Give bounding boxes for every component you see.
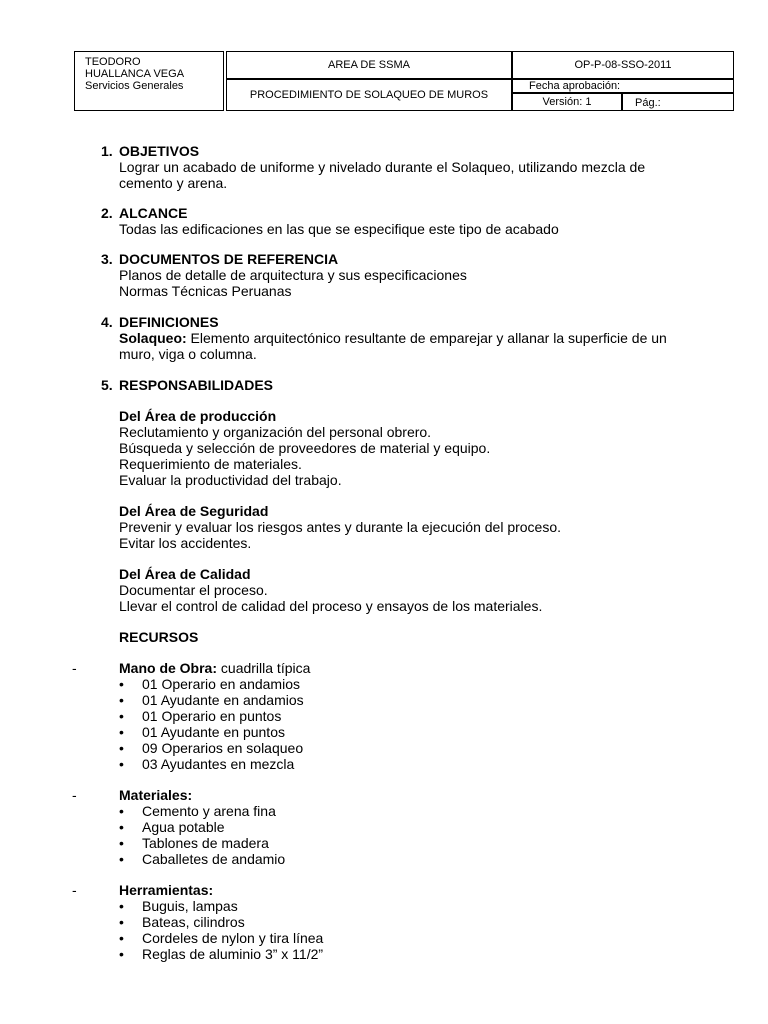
- list-heading: [0, 882, 768, 898]
- list-item: [0, 756, 768, 772]
- approval-date-label: Fecha aprobación:: [512, 79, 734, 93]
- list-label-suffix: cuadrilla típica: [217, 660, 311, 676]
- section-title: ALCANCE: [119, 205, 188, 221]
- list-label: Mano de Obra:: [119, 660, 218, 676]
- list-item-text: Cordeles de nylon y tira línea: [142, 930, 324, 946]
- company-cell: [74, 51, 224, 111]
- bullet-icon: •: [119, 803, 124, 819]
- dash-marker: -: [72, 787, 77, 803]
- section-number: 5.: [101, 377, 113, 393]
- section-heading: [0, 205, 768, 221]
- list-item: [0, 914, 768, 930]
- section-number: 2.: [101, 205, 113, 221]
- list-label: Materiales:: [119, 787, 193, 803]
- section-title: RESPONSABILIDADES: [119, 377, 274, 393]
- bullet-icon: •: [119, 946, 124, 962]
- list-item: [0, 803, 768, 819]
- list-item-text: 09 Operarios en solaqueo: [142, 740, 304, 756]
- procedure-title: PROCEDIMIENTO DE SOLAQUEO DE MUROS: [226, 79, 512, 111]
- section-heading: [0, 314, 768, 330]
- list-item: [0, 835, 768, 851]
- subsection-title: Del Área de Seguridad: [119, 503, 269, 519]
- section-heading: [0, 377, 768, 393]
- section-number: 4.: [101, 314, 113, 330]
- paragraph-line: Reclutamiento y organización del personal obrero.: [119, 424, 432, 440]
- list-item: [0, 851, 768, 867]
- bullet-icon: •: [119, 692, 124, 708]
- section-title: RECURSOS: [119, 629, 199, 645]
- section-title: DOCUMENTOS DE REFERENCIA: [119, 251, 339, 267]
- bullet-icon: •: [119, 740, 124, 756]
- list-heading: [0, 787, 768, 803]
- list-item-text: Agua potable: [142, 819, 225, 835]
- dash-marker: -: [72, 882, 77, 898]
- paragraph-line: Evaluar la productividad del trabajo.: [119, 472, 342, 488]
- list-item: [0, 676, 768, 692]
- subsection-title: Del Área de producción: [119, 408, 277, 424]
- list-item: [0, 819, 768, 835]
- bullet-icon: •: [119, 676, 124, 692]
- document-header: [74, 51, 734, 111]
- list-item-text: Buguis, lampas: [142, 898, 238, 914]
- list-item-text: 01 Operario en andamios: [142, 676, 300, 692]
- bullet-icon: •: [119, 724, 124, 740]
- section-number: 1.: [101, 143, 113, 159]
- list-heading-text: [119, 660, 310, 676]
- document-code: OP-P-08-SSO-2011: [512, 51, 734, 79]
- definition-text: Elemento arquitectónico resultante de emparejar y allanar la superficie de un: [186, 330, 667, 346]
- section-title: OBJETIVOS: [119, 143, 200, 159]
- company-name-line2: HUALLANCA VEGA: [85, 68, 185, 80]
- paragraph-line: Normas Técnicas Peruanas: [119, 283, 292, 299]
- list-item-text: Bateas, cilindros: [142, 914, 245, 930]
- section-heading: [0, 251, 768, 267]
- bullet-icon: •: [119, 898, 124, 914]
- list-item: [0, 898, 768, 914]
- paragraph-line: Todas las edificaciones en las que se especifique este tipo de acabado: [119, 221, 559, 237]
- bullet-icon: •: [119, 708, 124, 724]
- bullet-icon: •: [119, 851, 124, 867]
- list-item-text: Cemento y arena fina: [142, 803, 276, 819]
- paragraph-line: Prevenir y evaluar los riesgos antes y durante la ejecución del proceso.: [119, 519, 562, 535]
- list-label: Herramientas:: [119, 882, 214, 898]
- paragraph-line: Evitar los accidentes.: [119, 535, 252, 551]
- list-item-text: 01 Ayudante en puntos: [142, 724, 285, 740]
- paragraph-line: Documentar el proceso.: [119, 582, 268, 598]
- list-item: [0, 740, 768, 756]
- list-item: [0, 946, 768, 962]
- list-item: [0, 708, 768, 724]
- bullet-icon: •: [119, 835, 124, 851]
- document-body: [0, 143, 768, 962]
- paragraph-line: Lograr un acabado de uniforme y nivelado durante el Solaqueo, utilizando mezcla de: [119, 159, 646, 175]
- bullet-icon: •: [119, 914, 124, 930]
- paragraph-line: muro, viga o columna.: [119, 346, 257, 362]
- section-number: 3.: [101, 251, 113, 267]
- list-item-text: 01 Operario en puntos: [142, 708, 282, 724]
- paragraph-line: Requerimiento de materiales.: [119, 456, 302, 472]
- list-item-text: 01 Ayudante en andamios: [142, 692, 304, 708]
- dash-marker: -: [72, 660, 77, 676]
- bullet-icon: •: [119, 756, 124, 772]
- bullet-icon: •: [119, 930, 124, 946]
- paragraph-line: cemento y arena.: [119, 175, 228, 191]
- definition-term: Solaqueo:: [119, 330, 187, 346]
- page-label: Pág.:: [622, 93, 734, 111]
- list-heading: [0, 660, 768, 676]
- company-name-line1: TEODORO: [85, 56, 141, 68]
- area-cell: AREA DE SSMA: [226, 51, 512, 79]
- paragraph-line: Búsqueda y selección de proveedores de material y equipo.: [119, 440, 491, 456]
- subsection-title: Del Área de Calidad: [119, 566, 251, 582]
- list-item-text: Caballetes de andamio: [142, 851, 286, 867]
- list-item-text: Tablones de madera: [142, 835, 269, 851]
- list-item-text: Reglas de aluminio 3” x 11/2”: [142, 946, 324, 962]
- paragraph-line: Planos de detalle de arquitectura y sus especificaciones: [119, 267, 467, 283]
- bullet-icon: •: [119, 819, 124, 835]
- list-item-text: 03 Ayudantes en mezcla: [142, 756, 295, 772]
- list-item: [0, 692, 768, 708]
- version-label: Versión: 1: [512, 93, 622, 111]
- paragraph-line: Llevar el control de calidad del proceso y ensayos de los materiales.: [119, 598, 543, 614]
- company-subtitle: Servicios Generales: [85, 80, 184, 92]
- list-item: [0, 930, 768, 946]
- section-title: DEFINICIONES: [119, 314, 219, 330]
- list-item: [0, 724, 768, 740]
- definition-line: [119, 330, 667, 346]
- section-heading: [0, 143, 768, 159]
